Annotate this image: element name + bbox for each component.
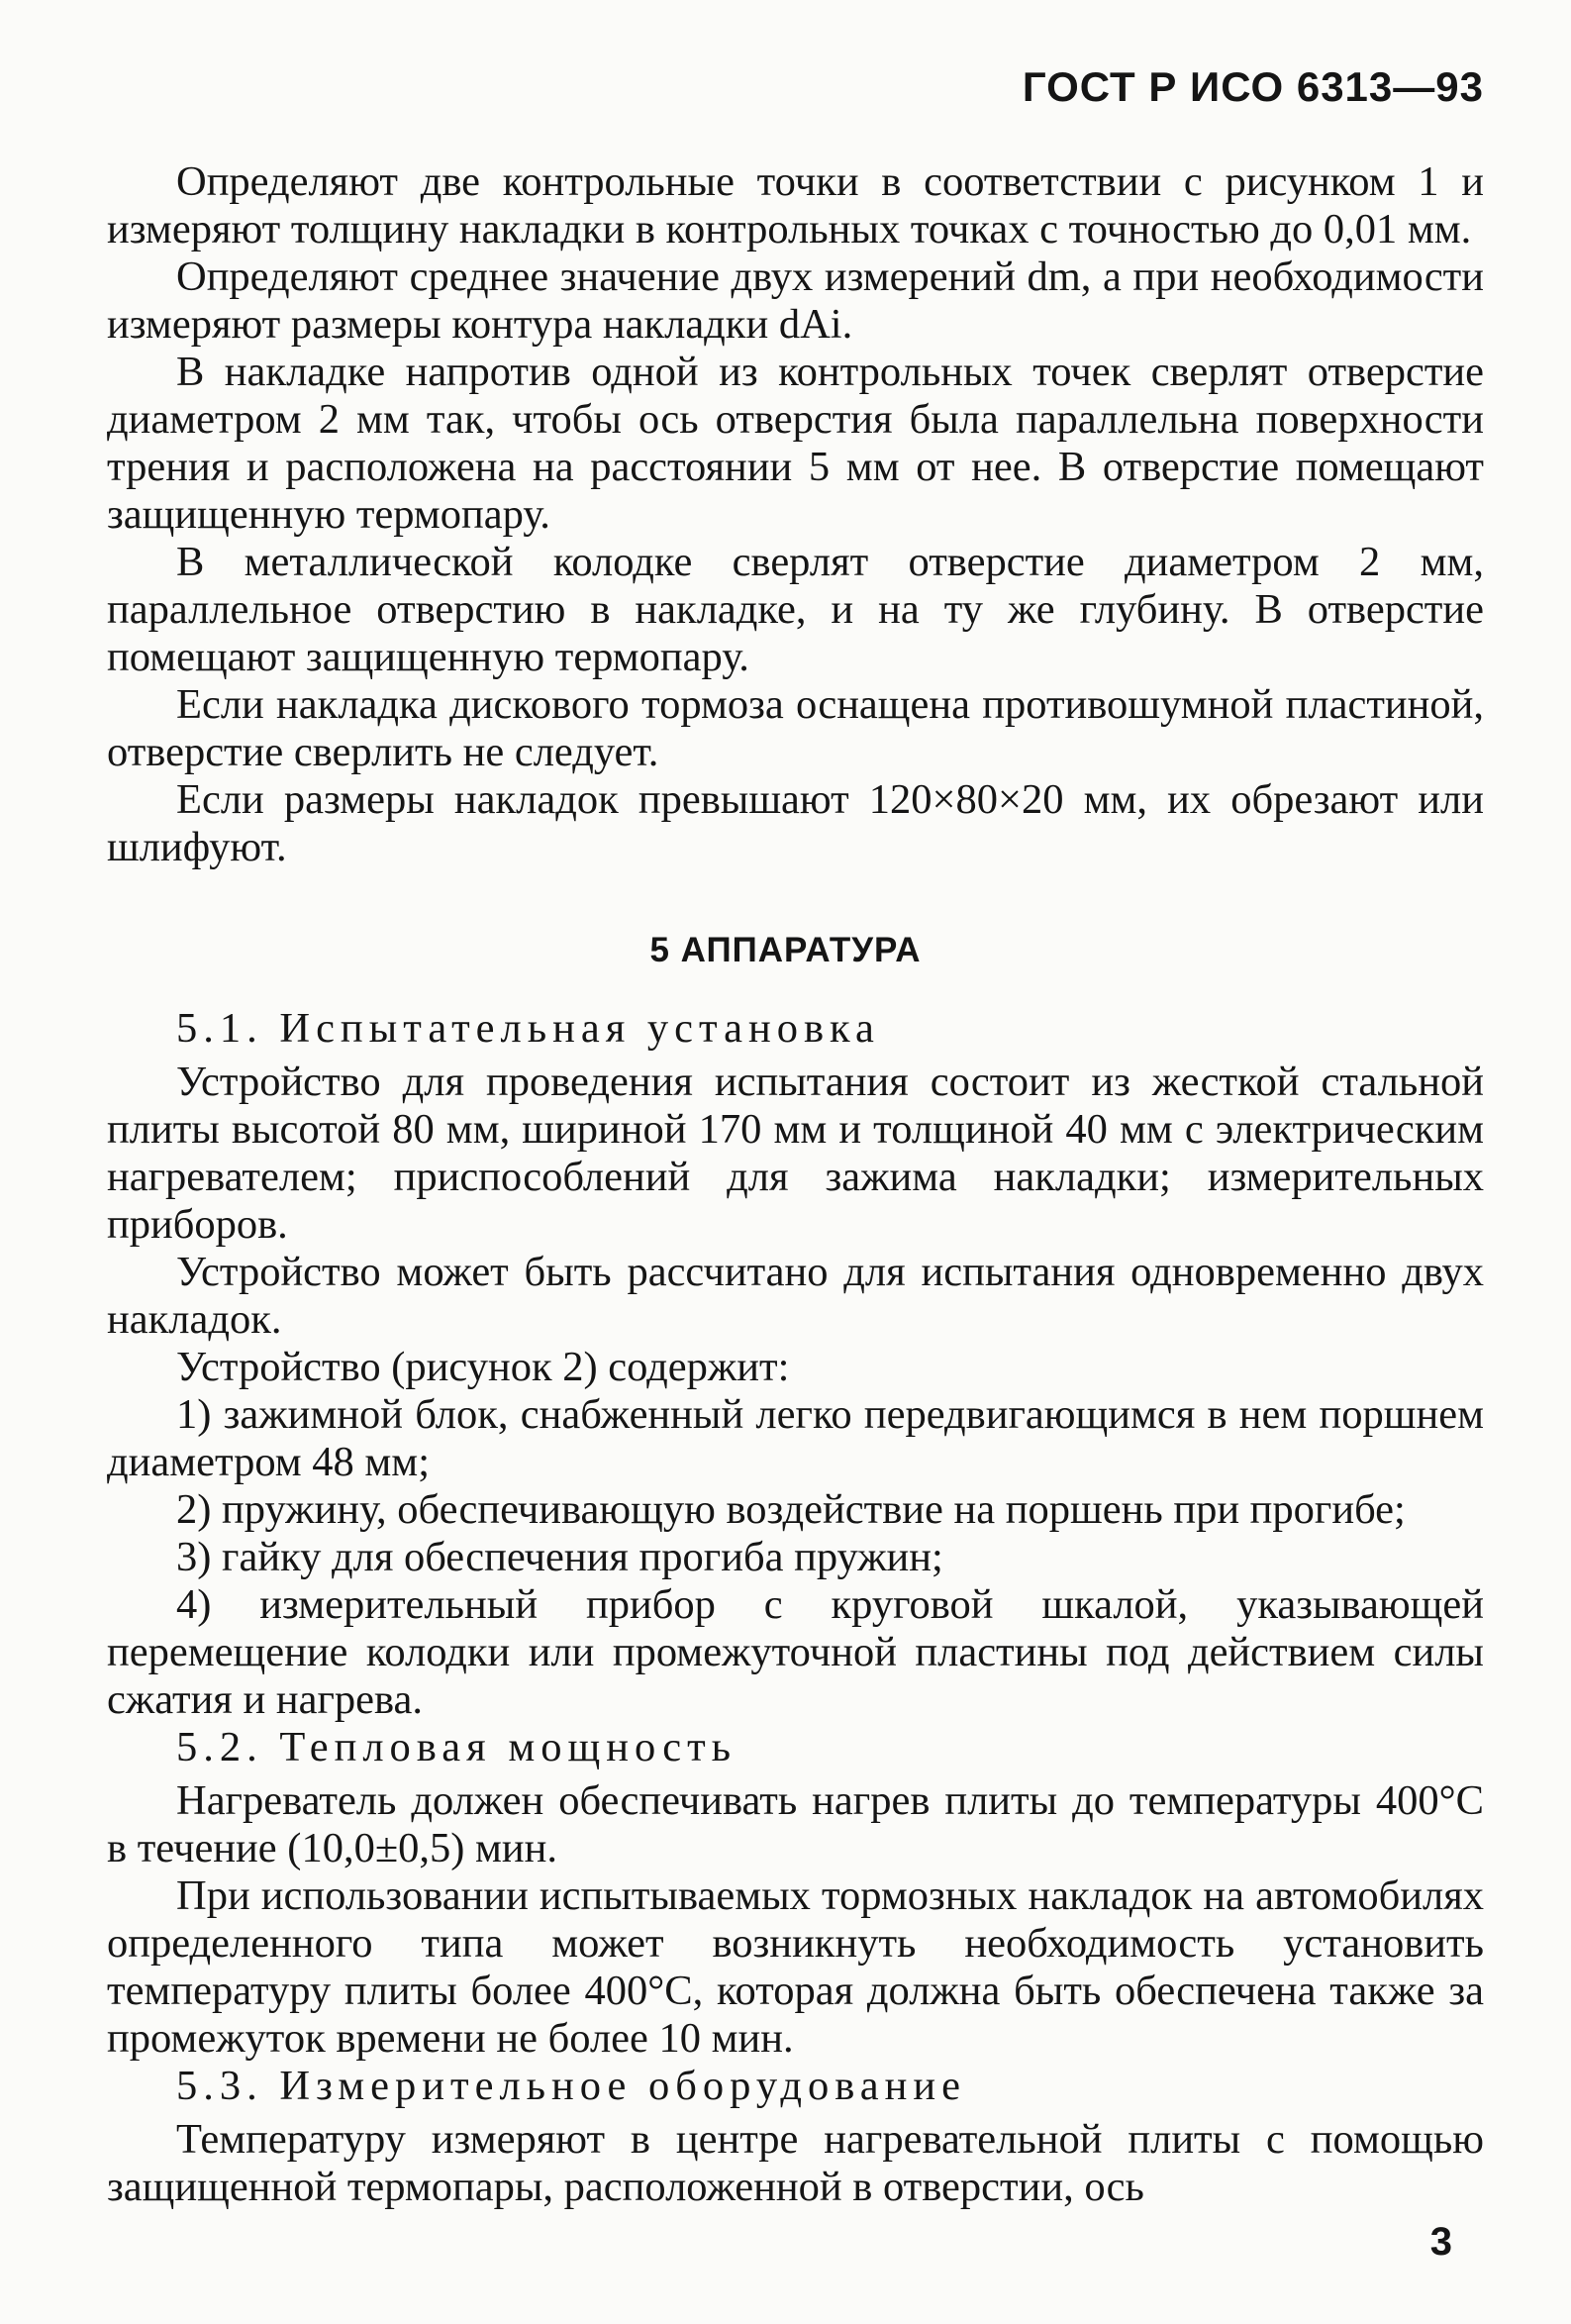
section-heading: 5 АППАРАТУРА xyxy=(649,931,922,969)
subsection-title: 5.1. Испытательная установка xyxy=(176,1005,880,1052)
page-number: 3 xyxy=(1429,2220,1452,2264)
paragraph: Если размеры накладок превышают 120×80×20 мм, их обрезают или шлифуют. xyxy=(107,776,1484,870)
list-item: 1) зажимной блок, снабженный легко передвигающимся в нем поршнем диаметром 48 мм; xyxy=(107,1391,1484,1485)
list-item: 3) гайку для обеспечения прогиба пружин; xyxy=(176,1534,943,1580)
paragraph: При использовании испытываемых тормозных накладок на автомобилях определенного типа может возникнуть необходимость установить температуру плиты более 400°С, которая должна быть обеспечена также за промежуток времени не более 10 мин. xyxy=(107,1872,1484,2062)
subsection-title: 5.2. Тепловая мощность xyxy=(176,1724,737,1770)
page-header: ГОСТ Р ИСО 6313—93 xyxy=(1022,63,1484,110)
paragraph: В накладке напротив одной из контрольных точек сверлят отверстие диаметром 2 мм так, чтобы ось отверстия была параллельна поверхности трения и расположена на расстоянии 5 мм от нее. В отверстие помещают защищенную термопару. xyxy=(107,349,1484,538)
text-block-section5 xyxy=(107,1005,1484,2211)
list-item: 2) пружину, обеспечивающую воздействие на поршень при прогибе; xyxy=(176,1486,1406,1533)
text-block-top xyxy=(107,158,1484,871)
subsection-title: 5.3. Измерительное оборудование xyxy=(176,2063,967,2109)
paragraph: Нагреватель должен обеспечивать нагрев плиты до температуры 400°С в течение (10,0±0,5) мин. xyxy=(107,1777,1484,1871)
paragraph: Устройство может быть рассчитано для испытания одновременно двух накладок. xyxy=(107,1249,1484,1343)
paragraph: Определяют среднее значение двух измерений dm, а при необходимости измеряют размеры контура накладки dAi. xyxy=(107,253,1484,348)
list-item: 4) измерительный прибор с круговой шкалой, указывающей перемещение колодки или промежуточной пластины под действием силы сжатия и нагрева. xyxy=(107,1581,1484,1723)
paragraph: В металлической колодке сверлят отверстие диаметром 2 мм, параллельное отверстию в накладке, и на ту же глубину. В отверстие помещают защищенную термопару. xyxy=(107,539,1484,680)
paragraph: Температуру измеряют в центре нагревательной плиты с помощью защищенной термопары, расположенной в отверстии, ось xyxy=(107,2116,1484,2210)
paragraph: Устройство для проведения испытания состоит из жесткой стальной плиты высотой 80 мм, шириной 170 мм и толщиной 40 мм с электрическим нагревателем; приспособлений для зажима накладки; измерительных приборов. xyxy=(107,1059,1484,1248)
paragraph: Устройство (рисунок 2) содержит: xyxy=(176,1344,790,1390)
paragraph: Определяют две контрольные точки в соответствии с рисунком 1 и измеряют толщину накладки в контрольных точках с точностью до 0,01 мм. xyxy=(107,158,1484,253)
paragraph: Если накладка дискового тормоза оснащена противошумной пластиной, отверстие сверлить не следует. xyxy=(107,681,1484,775)
